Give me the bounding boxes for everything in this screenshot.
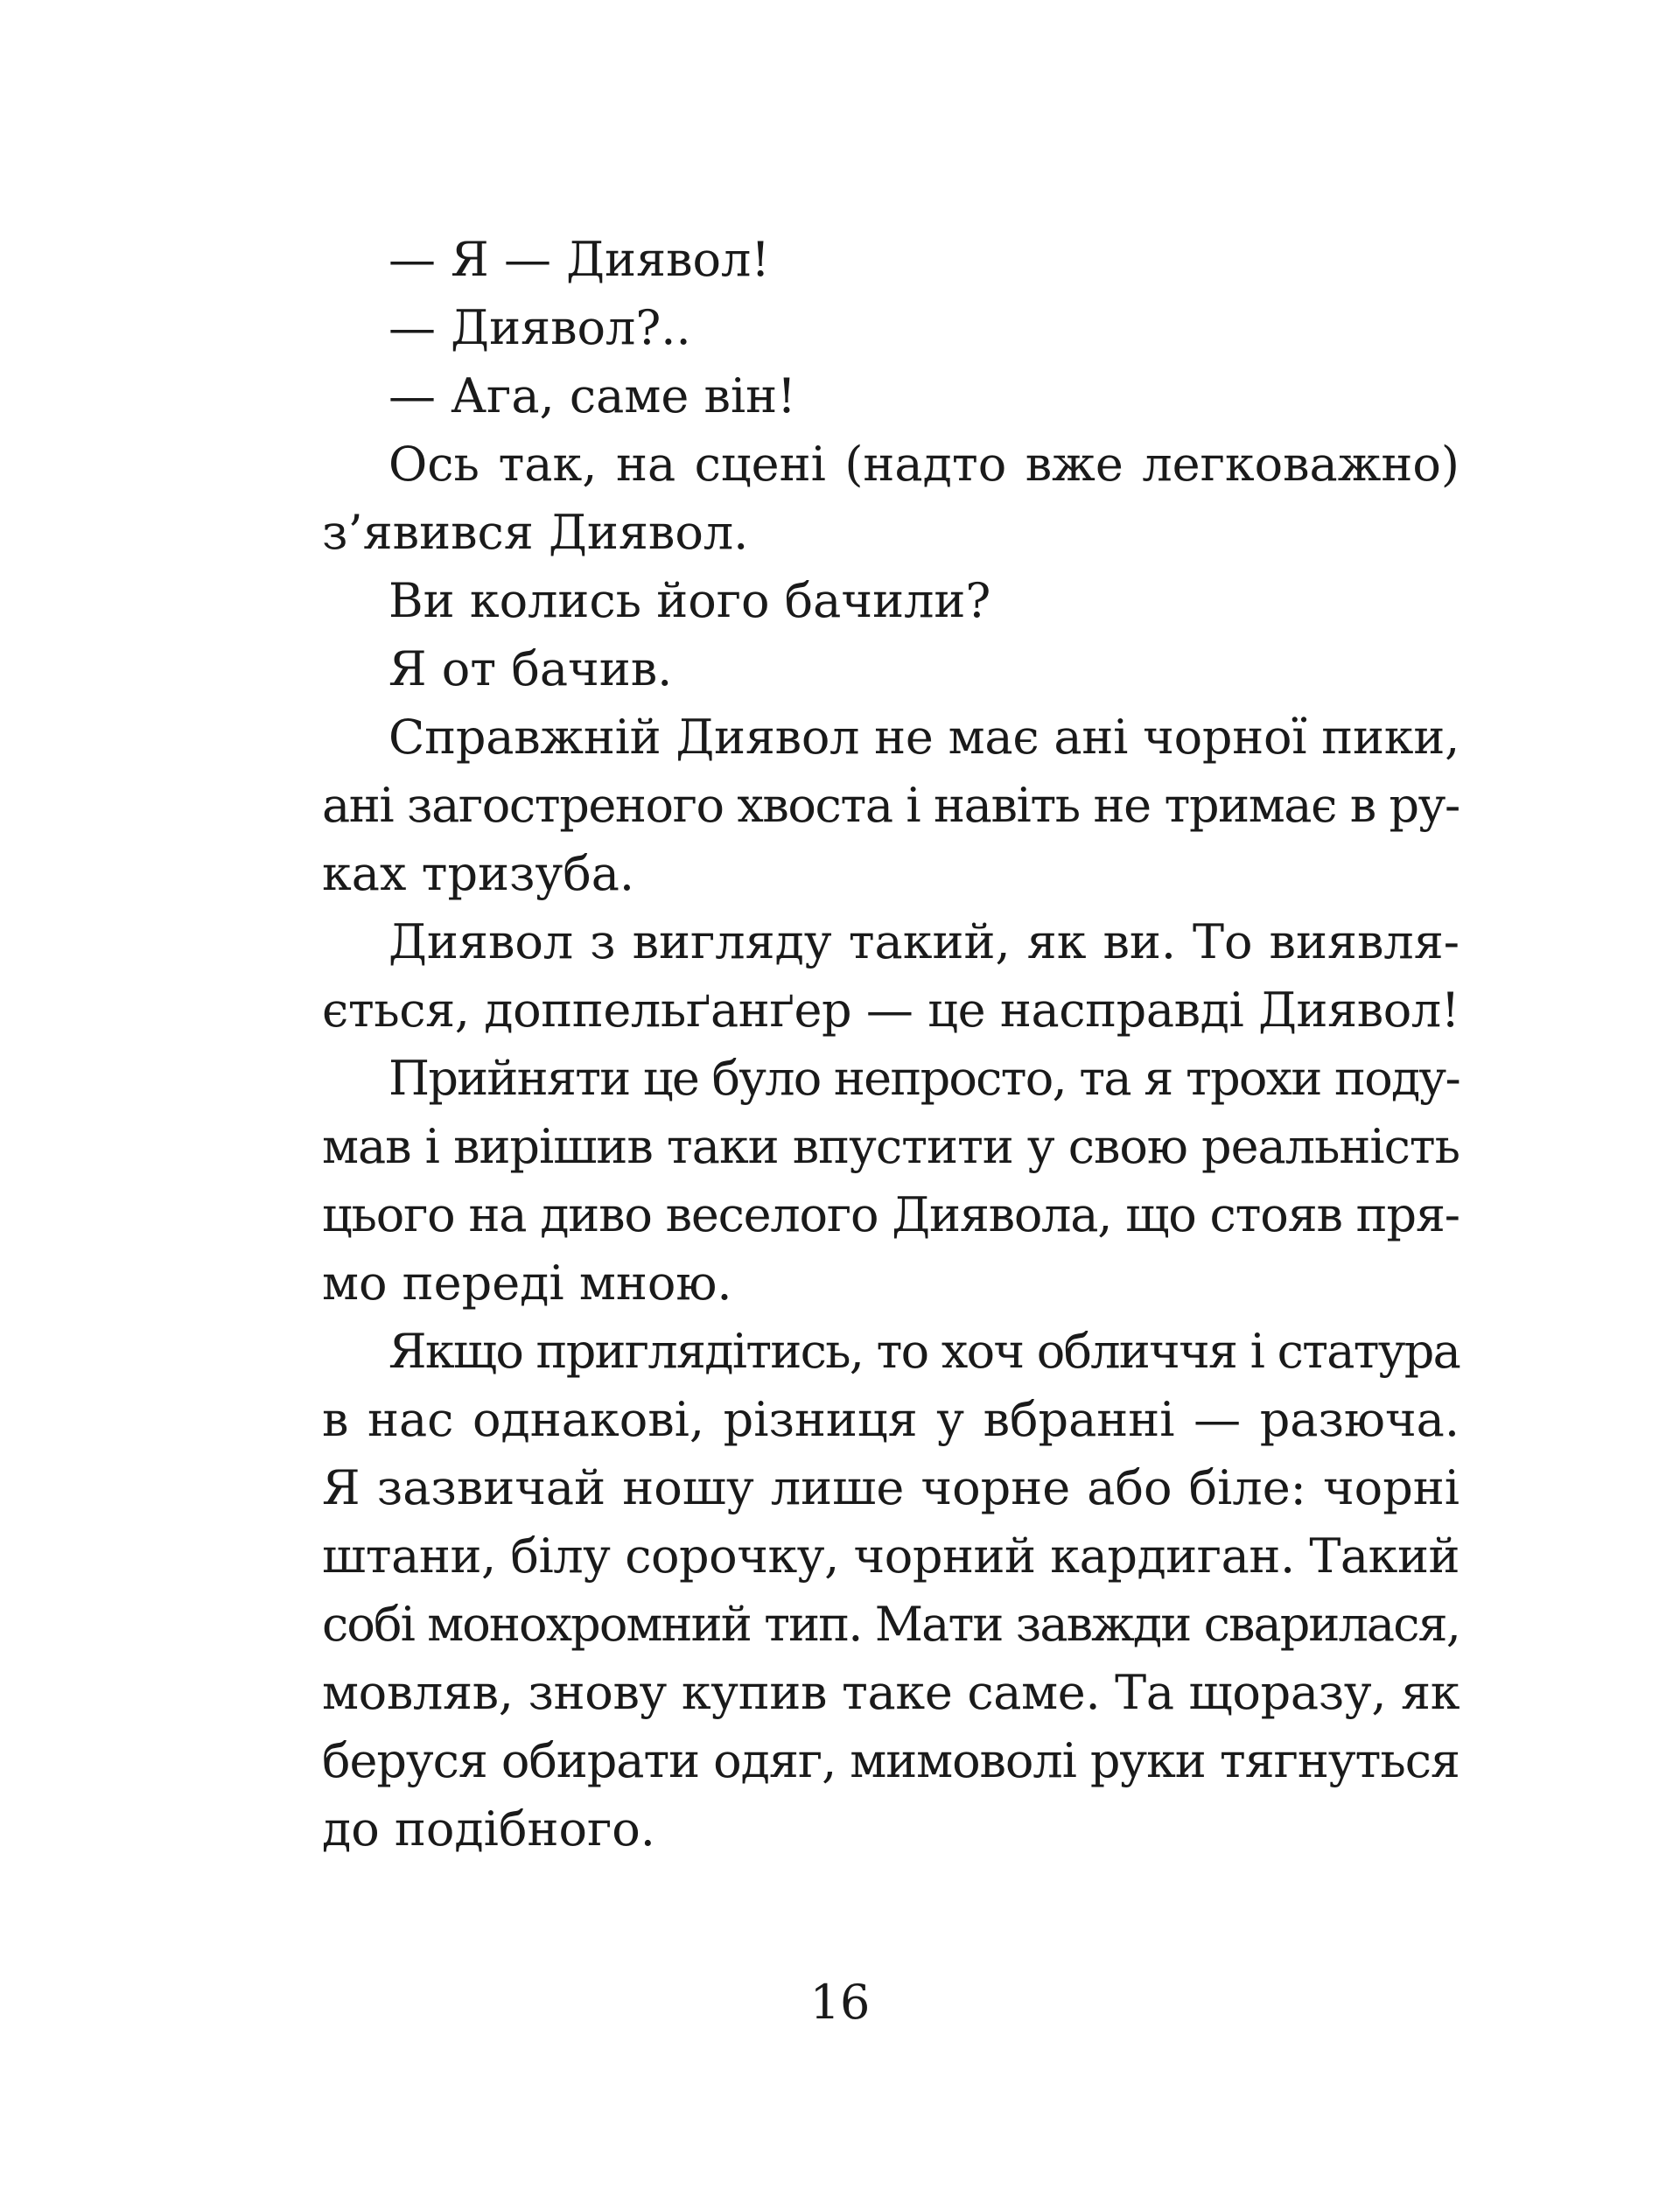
- text-line: штани, білу сорочку, чорний кардиган. Такий: [322, 1528, 1460, 1584]
- text-line: — Диявол?..: [388, 300, 691, 355]
- text-line: цього на диво веселого Диявола, що стояв пря-: [322, 1187, 1460, 1242]
- text-line: Ви колись його бачили?: [388, 573, 991, 628]
- text-line: Якщо приглядітись, то хоч обличчя і статура: [388, 1324, 1460, 1379]
- text-line: — Я — Диявол!: [388, 232, 770, 287]
- text-line: ках тризуба.: [322, 846, 635, 901]
- text-line: — Ага, саме він!: [388, 368, 796, 423]
- page-text: [322, 226, 1460, 1864]
- text-line: Я от бачив.: [388, 641, 673, 696]
- text-line: беруся обирати одяг, мимоволі руки тягнуться: [322, 1733, 1460, 1788]
- text-line: Ось так, на сцені (надто вже легковажно): [388, 437, 1460, 492]
- text-line: собі монохромний тип. Мати завжди сварилася,: [322, 1597, 1460, 1652]
- text-line: мав і вирішив таки впустити у свою реальність: [322, 1119, 1460, 1174]
- page-number: 16: [809, 1975, 871, 2030]
- text-line: з’явився Диявол.: [322, 505, 749, 560]
- text-line: Прийняти це було непросто, та я трохи поду-: [388, 1051, 1460, 1106]
- text-line: в нас однакові, різниця у вбранні — разюча.: [322, 1392, 1460, 1447]
- text-line: Справжній Диявол не має ані чорної пики,: [388, 710, 1460, 765]
- text-line: ється, доппельґанґер — це насправді Диявол!: [322, 983, 1460, 1038]
- text-line: Я зазвичай ношу лише чорне або біле: чорні: [322, 1460, 1460, 1515]
- text-line: мовляв, знову купив таке саме. Та щоразу, як: [322, 1665, 1460, 1720]
- text-line: мо переді мною.: [322, 1255, 732, 1311]
- text-line: ані загостреного хвоста і навіть не тримає в ру-: [322, 778, 1460, 833]
- text-line: Диявол з вигляду такий, як ви. То виявля-: [388, 914, 1460, 969]
- text-line: до подібного.: [322, 1801, 655, 1857]
